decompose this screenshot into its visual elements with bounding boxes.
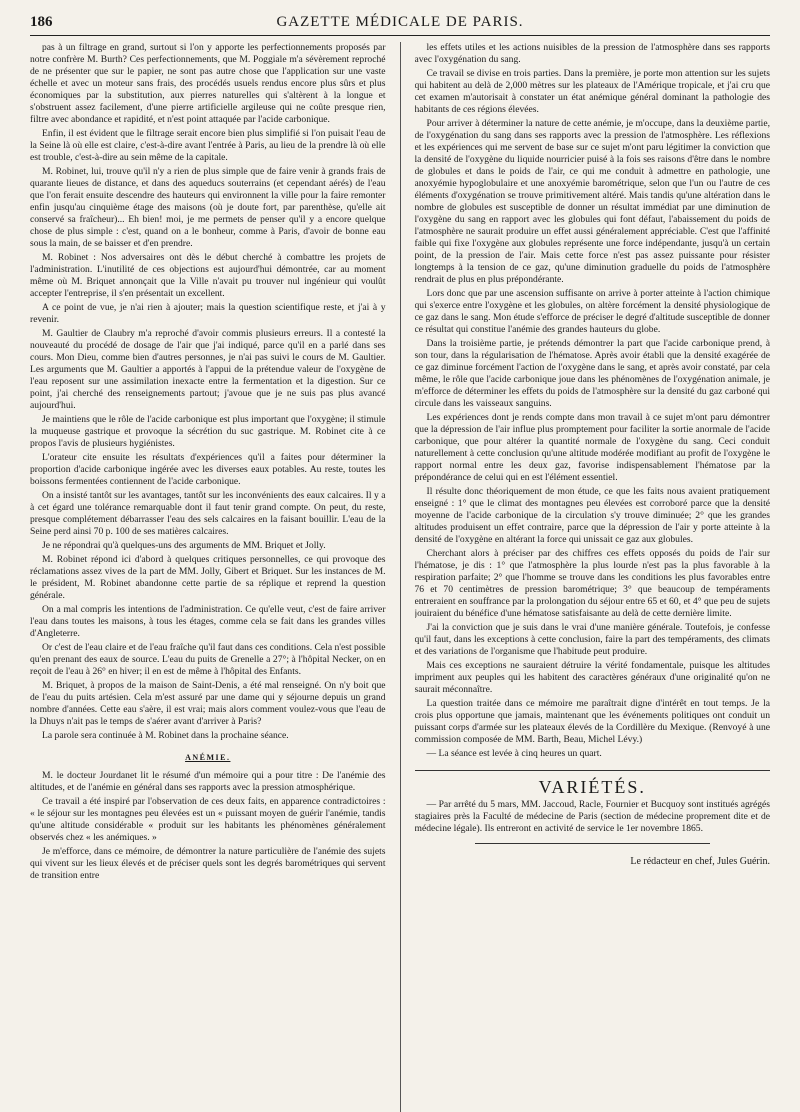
paragraph: La parole sera continuée à M. Robinet dans la prochaine séance. [42, 730, 289, 741]
paragraph: Lors donc que par une ascension suffisante on arrive à porter atteinte à l'action chimique qui s'exerce entre l'oxygène et les globules, on altère forcément la densité physiologique de ce gaz dans le sang. Mon étude s'efforce de préciser le degré d'altitude susceptible de donner ce résultat qui constitue l'anémie des grandes hauteurs du globe. [414, 288, 770, 335]
paragraph: L'orateur cite ensuite les résultats d'expériences qu'il a faites pour déterminer la proportion d'acide carbonique ingérée avec les diverses eaux potables. Au reste, toutes les boissons fermentées contiennent de l'acide carbonique. [30, 452, 386, 487]
paragraph: Pour arriver à déterminer la nature de cette anémie, je m'occupe, dans la deuxième partie, de l'oxygénation du sang dans ses rapports avec la pression de l'atmosphère. Les réflexions et les expériences qui me servent de base sur ce sujet m'ont paru légitimer la conviction que la densité de l'oxygène du liquide nourricier puisé à la fois ses raisons d'être dans le nombre de globules et dans le poids de l'air, ce qui me conduit à admettre en pathologie, une anoxyémie hypoglobulaire et une anoxyémie barométrique, selon que l'un ou l'autre de ces éléments d'oxygénation se trouve primitivement altéré. Mais tandis qu'une altération dans le nombre de globules est susceptible de donner un résultat immédiat par une diminution de l'oxygène du sang en rapport avec les globules qui font défaut, l'abaissement du poids de l'atmosphère ne saurait produire un effet aussi généralement appréciable. C'est que l'affinité faible qui fixe l'oxygène aux globules représente une force indépendante, jusqu'à un certain point, de la pression de l'air. Mais cette force n'est pas assez puissante pour résister longtemps à la tension de ce gaz, qu'une diminution graduelle du poids de l'atmosphère rendrait de plus en plus prépondérante. [414, 118, 770, 285]
paragraph: Dans la troisième partie, je prétends démontrer la part que l'acide carbonique prend, à son tour, dans la régularisation de l'hématose. Après avoir établi que la densité exagérée de ce gaz diminue forcément l'action de l'oxygène dans le sang, et après avoir constaté, par cela même, le rôle que l'acide carbonique joue dans les phénomènes de l'oxygénation animale, je m'efforce de déterminer les effets du poids de l'atmosphère sur la densité du gaz carboné qui circule dans les vaisseaux sanguins. [414, 338, 770, 409]
paragraph: M. Robinet, lui, trouve qu'il n'y a rien de plus simple que de faire venir à grands frais de quarante lieues de distance, et dans des aqueducs souterrains (et cependant aérés) de l'eau que l'on ferait ensuite descendre des hauteurs qui environnent la ville pour la faire remonter enfin jusqu'au cinquième étage des maisons (où je doute fort, par parenthèse, qu'elle ait conservé sa fraîcheur)... Eh bien! moi, je me permets de penser qu'il y a encore quelque chose de plus simple : c'est, quand on a le bonheur, comme à Paris, d'avoir de bonne eau sous la main, de se baisser et d'en prendre. [30, 166, 386, 249]
paragraph: M. Robinet : Nos adversaires ont dès le début cherché à combattre les projets de l'administration. L'inutilité de ces objections est aujourd'hui démontrée, car au moment même où M. Briquet annonçait que la Ville n'avait pu trouver nul ingénieur qui voulût accepter l'entreprise, il s'en présentait un excellent. [30, 252, 386, 299]
paragraph: Or c'est de l'eau claire et de l'eau fraîche qu'il faut dans ces conditions. Cela n'est possible qu'en prenant des eaux de source. L'eau du puits de Grenelle a 27°; à l'hôpital Necker, on en reçoit de l'eau à 26° en hiver; il en est de même à l'hôpital des Enfants. [30, 642, 386, 677]
paragraph: On a insisté tantôt sur les avantages, tantôt sur les inconvénients des eaux calcaires. Il y a à cet égard une tolérance remarquable dont il faut tenir grand compte. On peut, du reste, presque complétement débarrasser l'eau des sels calcaires en la faisant bouillir. L'eau de la Seine perd ainsi 70 p. 100 de ses matières calcaires. [30, 490, 386, 537]
paragraph: Mais ces exceptions ne sauraient détruire la vérité fondamentale, puisque les altitudes impriment aux peuples qui les habitent des caractères généraux d'une originalité qu'on ne saurait méconnaître. [414, 660, 770, 695]
left-column-anemie-body [30, 770, 386, 882]
left-column-body [30, 42, 386, 742]
varietes-heading: VARIÉTÉS. [538, 777, 646, 797]
page-number: 186 [30, 14, 53, 30]
paragraph: La question traitée dans ce mémoire me paraîtrait digne d'intérêt en tout temps. Je la crois plus opportune que jamais, maintenant que les événements politiques ont conduit un puissant corps d'armée sur les plateaux élevés de la Cordillère du Mexique. (Renvoyé à une commission composée de MM. Barth, Beau, Michel Lévy.) [414, 698, 770, 745]
paragraph: Je ne répondrai qu'à quelques-uns des arguments de MM. Briquet et Jolly. [42, 540, 326, 551]
section-divider [415, 770, 771, 771]
paragraph: Ce travail a été inspiré par l'observation de ces deux faits, en apparence contradictoires : « le séjour sur les montagnes peu élevées est un « puissant moyen de guérir l'anémie, tandis qu'une altitude considérable « produit sur les habitants les phénomènes généralement observés chez « les anémiques. » [30, 796, 386, 843]
column-divider [400, 42, 401, 1112]
paragraph: pas à un filtrage en grand, surtout si l'on y apporte les perfectionnements proposés par notre confrère M. Burth? Ces perfectionnements, que M. Poggiale m'a sévèrement reproché de ne présenter que sur le papier, ne sont pas autre chose que l'application sur une vaste échelle et avec un moteur sans frais, des procédés usuels rendus encore plus sûrs et plus économiques par la substitution, aux pierres naturelles qui s'altèrent à la longue et s'obstruent assez facilement, d'une pierre artificielle argileuse qui ne coûte presque rien, filtre avec abondance et rapidité, et n'est point attaquée par l'acide carbonique. [30, 42, 386, 125]
editor-signature: Le rédacteur en chef, Jules Guérin. [630, 856, 770, 867]
journal-title: GAZETTE MÉDICALE DE PARIS. [276, 14, 524, 30]
paragraph: M. le docteur Jourdanet lit le résumé d'un mémoire qui a pour titre : De l'anémie des altitudes, et de l'anémie en général dans ses rapports avec la pression atmosphérique. [30, 770, 386, 793]
paragraph: Ce travail se divise en trois parties. Dans la première, je porte mon attention sur les sujets qui habitent au delà de 2,000 mètres sur les plateaux de l'Amérique tropicale, et j'ai cru que cet examen m'autorisait à constater un état anémique général dominant la pathologie des habitants de ces régions élevées. [414, 68, 770, 115]
paragraph: M. Briquet, à propos de la maison de Saint-Denis, a été mal renseigné. On n'y boit que de l'eau du puits artésien. Cela m'est assuré par une dame qui y séjourne depuis un grand nombre d'années. Cette eau s'aère, il est vrai; mais alors comment voulez-vous que l'eau de la Dhuys n'ait pas le temps de s'aérer avant d'arriver à Paris? [30, 680, 386, 727]
paragraph: — La séance est levée à cinq heures un quart. [426, 748, 602, 759]
paragraph: Je maintiens que le rôle de l'acide carbonique est plus important que l'oxygène; il stimule la muqueuse gastrique et provoque la sécrétion du suc gastrique. M. Robinet cite à ce propos l'avis de plusieurs hygiénistes. [30, 414, 386, 449]
paragraph: M. Robinet répond ici d'abord à quelques critiques personnelles, ce qui provoque des réclamations assez vives de la part de MM. Jolly, Gibert et Briquet. Sur les instances de M. le président, M. Robinet abandonne cette partie de sa réplique et reprend la question générale. [30, 554, 386, 601]
paragraph: A ce point de vue, je n'ai rien à ajouter; mais la question scientifique reste, et j'ai à y revenir. [30, 302, 386, 325]
paragraph: Cherchant alors à préciser par des chiffres ces effets opposés du poids de l'air sur l'hématose, je dis : 1° que l'atmosphère la plus lourde n'est pas la plus favorable à la respiration parfaite; 2° que l'homme se trouve dans les conditions les plus favorables entre 76 et 70 centimètres de pression barométrique; 3° que beaucoup de tempéraments entreraient en souffrance par la prolongation du séjour entre 65 et 60, et 4° que peu de sujets jouiraient du bénéfice d'une hématose satisfaisante au delà de cette dernière limite. [414, 548, 770, 619]
paragraph: Les expériences dont je rends compte dans mon travail à ce sujet m'ont paru démontrer que la dépression de l'air influe plus promptement pour faciliter la sortie anormale de l'acide carbonique, que pour altérer la quantité normale de l'oxygène du sang. Ceci conduit naturellement à cette conclusion qu'une altitude modérée modifiant au profit de l'oxygène le rapport normal entre les deux gaz, favorise indispensablement l'hématose par la prépondérance de celui qui en est l'élément essentiel. [414, 412, 770, 483]
page-header [30, 14, 770, 36]
paragraph: M. Gaultier de Claubry m'a reproché d'avoir commis plusieurs erreurs. Il a contesté la nouveauté du procédé de dosage de l'air que j'ai indiqué, parce qu'il en a parlé dans ses cours. Mon Dieu, comme bien d'autres personnes, je n'ai pas suivi le cours de M. Gaultier. Les arguments que M. Gaultier a apportés à l'appui de la prétendue valeur de l'oxygène de l'eau reposent sur une assimilation inexacte entre la fermentation et la digestion. Sur ce point, j'ai cherché des renseignements partout; j'avoue que je ne suis pas plus avancé aujourd'hui. [30, 328, 386, 411]
right-column [415, 42, 771, 1112]
paragraph: J'ai la conviction que je suis dans le vrai d'une manière générale. Toutefois, je confesse qu'il faut, dans les exceptions à cette conclusion, faire la part des tempéraments, des climats et des variations de l'organisme que l'habitude peut produire. [414, 622, 770, 657]
paragraph: Je m'efforce, dans ce mémoire, de démontrer la nature particulière de l'anémie des sujets qui vivent sur les lieux élevés et de préciser quels sont les degrés barométriques qui servent de transition entre [30, 846, 386, 881]
right-column-body [415, 42, 771, 760]
signature-divider [475, 843, 711, 844]
varietes-text: — Par arrêté du 5 mars, MM. Jaccoud, Racle, Fournier et Bucquoy sont institués agrégés stagiaires près la Faculté de médecine de Paris (section de médecine proprement dite et de médecine légale). Ils entreront en activité de service le 1er novembre 1865. [414, 799, 770, 834]
section-heading-anemie: ANÉMIE. [185, 753, 231, 762]
paragraph: Enfin, il est évident que le filtrage serait encore bien plus simplifié si l'on puisait l'eau de la Seine là où elle est claire, c'est-à-dire avant l'entrée à Paris, au lieu de la prendre là où elle est trouble, c'est-à-dire au sein même de la capitale. [30, 128, 386, 163]
columns [30, 42, 770, 1112]
left-column [30, 42, 386, 1112]
paragraph: Il résulte donc théoriquement de mon étude, ce que les faits nous avaient pratiquement enseigné : 1° que le climat des montagnes peu élevées est corroboré parce que la densité moyenne de l'acide carbonique de la circulation s'y trouve diminuée; 2° que les grandes altitudes produisent un effet contraire, parce que la dépression de l'air y porte atteinte à la densité de l'oxygène en altérant la force qui unissait ce gaz aux globules. [414, 486, 770, 545]
paragraph: les effets utiles et les actions nuisibles de la pression de l'atmosphère dans ses rapports avec l'oxygénation du sang. [414, 42, 770, 65]
paragraph: On a mal compris les intentions de l'administration. Ce qu'elle veut, c'est de faire arriver l'eau dans toutes les maisons, à tous les étages, comme cela se fait dans les grandes villes d'Angleterre. [30, 604, 386, 639]
